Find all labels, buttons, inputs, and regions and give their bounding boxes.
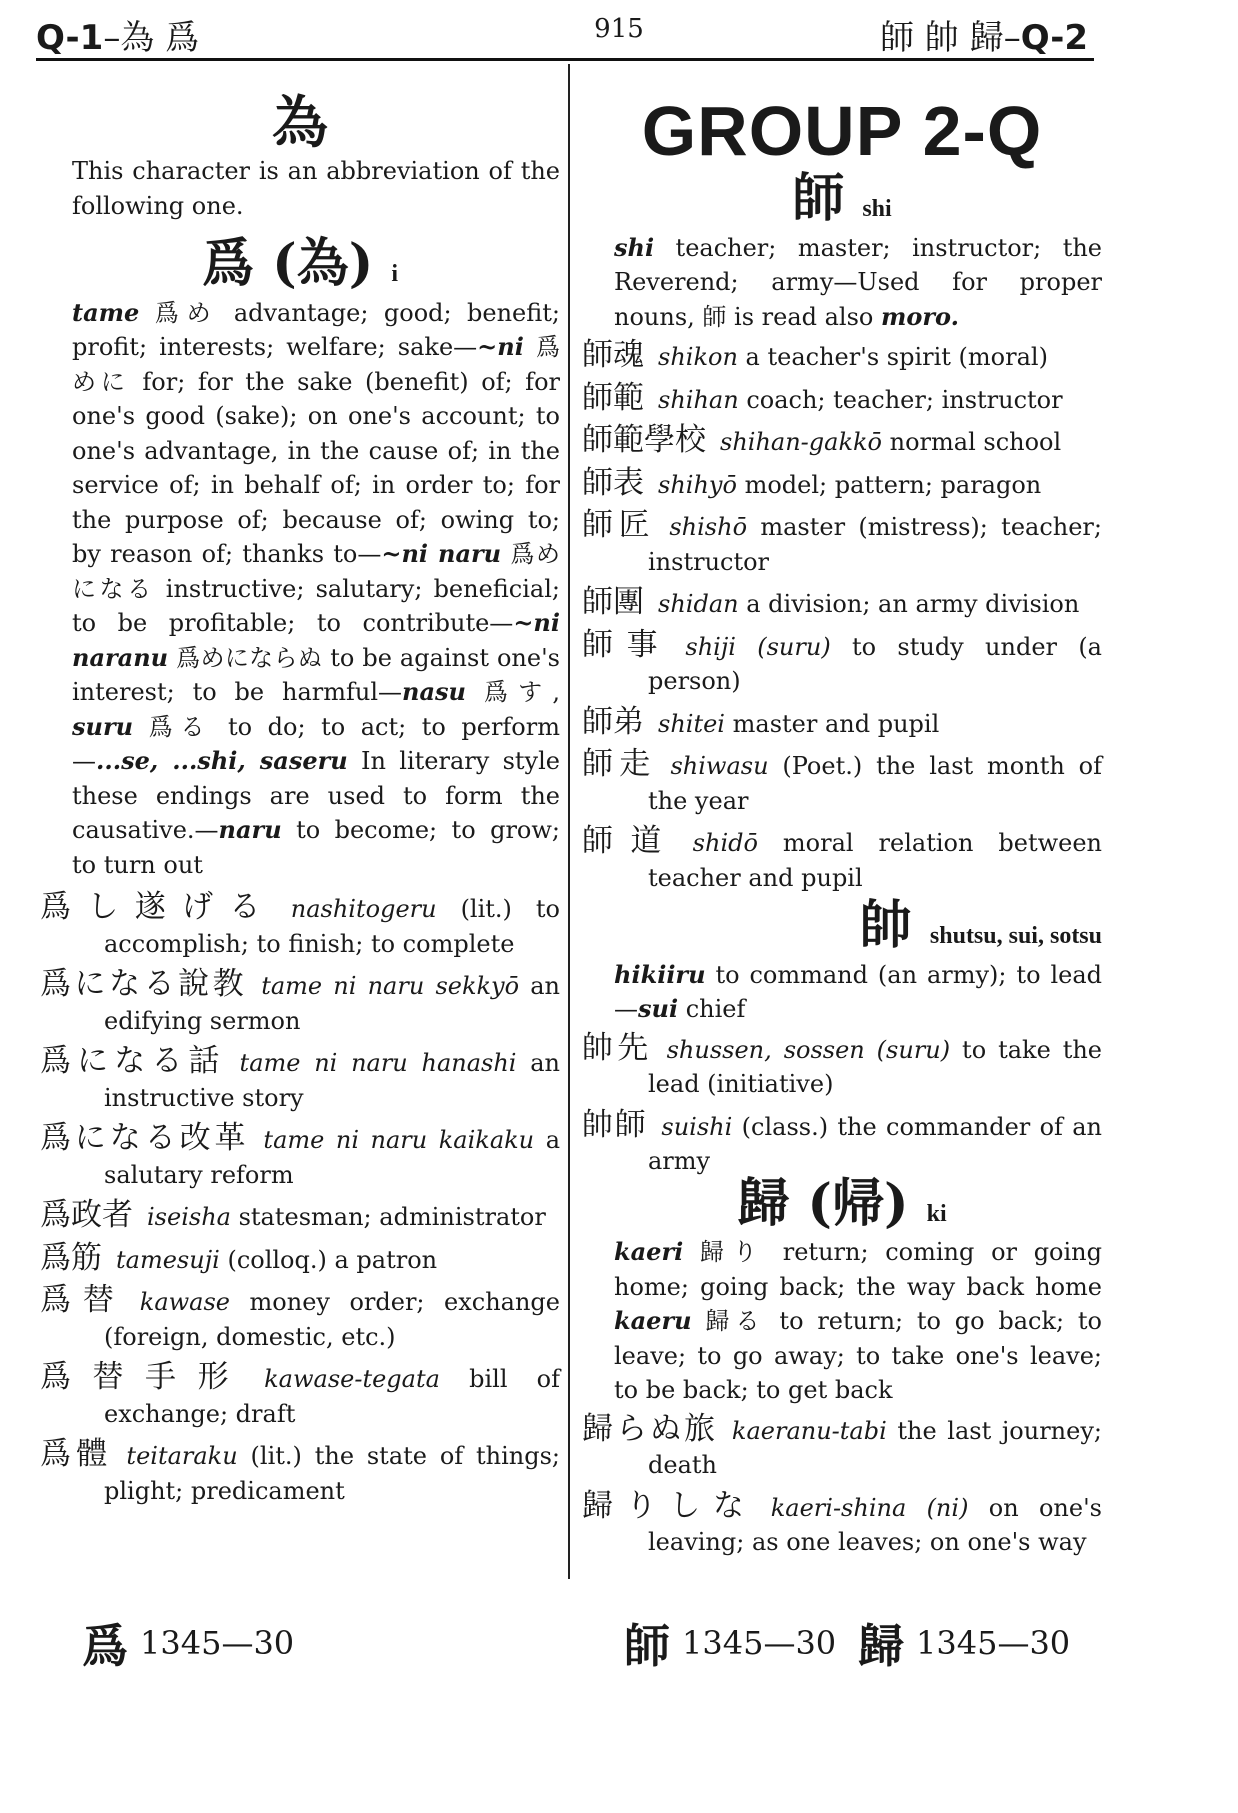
headword-romaji: shi: [614, 232, 655, 262]
entry-kanji: 歸りしな: [582, 1487, 757, 1524]
entry-reading: tame ni naru hanashi: [239, 1049, 517, 1077]
header-right-code: Q-2: [1020, 18, 1088, 58]
entry-row: [582, 747, 1102, 818]
entry-kanji: 爲し遂げる: [40, 889, 277, 925]
definition-text: 爲す,: [465, 678, 560, 706]
definition-shi: [582, 231, 1102, 335]
footer-kanji: 師: [624, 1619, 670, 1673]
entry-reading: kawase-tegata: [264, 1365, 440, 1393]
definition-text: teacher; master; instructor; the Reverend; army—Used for proper nouns, 師 is read also: [614, 233, 1102, 331]
char-heading-i-kanji: 爲 (為): [202, 233, 374, 294]
entry-kanji: 師走: [582, 746, 657, 782]
entry-kanji: 爲替手形: [40, 1359, 251, 1395]
headword-romaji: ...se, ...shi, saseru: [96, 746, 348, 775]
entry-reading: shishō: [669, 513, 748, 541]
entry-kanji: 爲になる說教: [40, 966, 248, 1002]
definition-text: 爲る to do; to act; to perform —: [72, 712, 560, 775]
entry-definition: (lit.) the state of things; plight; predicament: [104, 1442, 560, 1505]
page-number: 915: [594, 14, 644, 44]
headword-romaji: hikiiru: [614, 959, 706, 989]
entry-reading: shihyō: [658, 470, 737, 499]
footer-kanji: 爲: [82, 1619, 128, 1673]
definition-text: In literary style these endings are used to form the causative.—: [72, 747, 560, 844]
entry-kanji: 師匠: [582, 507, 656, 543]
entry-definition: the last journey; death: [648, 1416, 1102, 1479]
headword-romaji: tame: [72, 297, 140, 327]
char-heading-shi-reading: shi: [862, 196, 892, 222]
entry-definition: (lit.) to accomplish; to finish; to complete: [104, 895, 560, 958]
footer-ref-shi: [624, 1610, 836, 1676]
definition-text: to command (an army); to lead—: [614, 960, 1102, 1023]
entry-definition: normal school: [889, 428, 1062, 456]
entry-row: [582, 705, 1102, 742]
entry-reading: tamesuji: [116, 1245, 220, 1274]
entry-row: [582, 508, 1102, 579]
char-heading-shi-kanji: 師: [792, 168, 845, 229]
headword-romaji: kaeru: [614, 1306, 692, 1335]
entry-row: [582, 1489, 1102, 1560]
left-column: [40, 88, 560, 1514]
headword-romaji: naru: [218, 815, 282, 844]
column-divider: [568, 64, 570, 1579]
definition-tame: [40, 296, 560, 883]
definition-text: 歸り return; coming or going home; going back; the way back home: [614, 1238, 1102, 1301]
char-heading-sui-reading: shutsu, sui, sotsu: [929, 923, 1102, 949]
char-heading-i-abbrev: 為: [272, 90, 328, 156]
entry-kanji: 師事: [582, 626, 672, 663]
entry-reading: shidō: [692, 829, 758, 857]
entry-definition: to study under (a person): [648, 632, 1102, 695]
headword-romaji: ~ni naru: [381, 539, 502, 568]
entry-definition: model; pattern; paragon: [744, 470, 1042, 499]
entry-definition: an instructive story: [104, 1049, 560, 1112]
entry-kanji: 爲筋: [40, 1239, 102, 1276]
entry-reading: shiwasu: [670, 752, 769, 780]
entry-definition: money order; exchange (foreign, domestic, etc.): [104, 1288, 560, 1351]
char-heading-sui: [582, 895, 1102, 956]
abbrev-note: This character is an abbreviation of the following one.: [72, 157, 560, 220]
entry-reading: tame ni naru sekkyō: [261, 972, 520, 1000]
entry-reading: shihan: [658, 385, 739, 414]
entry-list-ki: [582, 1412, 1102, 1560]
header-rule: [36, 58, 1094, 61]
entry-reading: iseisha: [147, 1203, 231, 1231]
footer-kanji: 歸: [858, 1619, 904, 1673]
entry-reading: shidan: [658, 590, 739, 618]
headword-romaji: moro.: [881, 301, 959, 331]
footer-ref-i: [82, 1610, 294, 1676]
entry-definition: master (mistress); teacher; instructor: [648, 513, 1102, 576]
entry-row: [40, 1241, 560, 1278]
entry-list-i: [40, 890, 560, 1508]
entry-definition: an edifying sermon: [104, 972, 561, 1035]
entry-reading: shitei: [658, 709, 725, 738]
entry-reading: shiji (suru): [685, 632, 831, 661]
definition-text: 爲めにならぬ to be against one's interest; to be harmful—: [72, 643, 560, 706]
headword-romaji: ~ni naranu: [72, 608, 560, 672]
entry-reading: nashitogeru: [290, 895, 437, 923]
char-heading-i-reading: i: [391, 261, 398, 287]
entry-definition: (colloq.) a patron: [227, 1245, 438, 1274]
entry-row: [582, 1031, 1102, 1102]
entry-row: [582, 1108, 1102, 1179]
char-heading-i: [40, 233, 560, 294]
entry-row: [40, 967, 560, 1038]
entry-reading: shikon: [658, 343, 738, 371]
entry-row: [582, 824, 1102, 895]
entry-row: [582, 423, 1102, 460]
definition-text: chief: [678, 995, 746, 1023]
entry-definition: bill of exchange; draft: [104, 1365, 560, 1428]
entry-kanji: 師表: [582, 464, 644, 501]
headword-romaji: kaeri: [614, 1237, 684, 1266]
entry-definition: statesman; administrator: [238, 1203, 546, 1231]
entry-definition: (class.) the commander of an army: [648, 1112, 1103, 1175]
char-heading-ki: [582, 1172, 1102, 1234]
entry-kanji: 帥師: [582, 1106, 648, 1143]
header-right: 師 帥 歸–Q-2: [880, 18, 1088, 58]
entry-definition: a teacher's spirit (moral): [745, 343, 1048, 371]
group-title: GROUP 2-Q: [641, 92, 1043, 170]
definition-text: 爲め advantage; good; benefit; profit; interests; welfare; sake—: [72, 298, 560, 361]
char-heading-ki-reading: ki: [926, 1200, 947, 1227]
entry-row: [40, 1044, 560, 1115]
char-heading-sui-kanji: 帥: [859, 895, 912, 956]
entry-definition: on one's leaving; as one leaves; on one's way: [648, 1493, 1102, 1556]
footer-number: 1345—30: [916, 1624, 1071, 1662]
header-left-chars: 為 爲: [120, 18, 200, 58]
definition-text: 爲めになる instructive; salutary; beneficial; to be profitable; to contribute—: [72, 540, 560, 637]
entry-reading: suishi: [661, 1112, 733, 1141]
right-column: [582, 88, 1102, 1566]
entry-kanji: 爲政者: [40, 1197, 133, 1233]
entry-row: [40, 1437, 560, 1508]
entry-definition: coach; teacher; instructor: [746, 385, 1063, 414]
entry-kanji: 爲體: [40, 1436, 113, 1472]
headword-romaji: sui: [638, 994, 679, 1023]
entry-kanji: 歸らぬ旅: [582, 1410, 718, 1447]
entry-kanji: 師弟: [582, 703, 644, 740]
definition-sui: [582, 958, 1102, 1027]
entry-row: [582, 1412, 1102, 1483]
entry-row: [40, 1121, 560, 1192]
entry-definition: moral relation between teacher and pupil: [648, 829, 1102, 892]
entry-row: [40, 1360, 560, 1431]
entry-reading: shussen, sossen (suru): [666, 1035, 951, 1064]
entry-row: [40, 1198, 560, 1235]
headword-romaji: nasu: [402, 677, 466, 706]
entry-definition: to take the lead (initiative): [648, 1035, 1103, 1098]
entry-kanji: 爲替: [40, 1282, 126, 1318]
char-heading-ki-kanji: 歸 (帰): [737, 1172, 909, 1234]
footer-ref-ki: [858, 1610, 1070, 1676]
entry-row: [582, 628, 1102, 699]
entry-reading: teitaraku: [126, 1442, 238, 1470]
entry-definition: (Poet.) the last month of the year: [648, 752, 1102, 815]
headword-romaji: suru: [72, 711, 134, 741]
entry-reading: kaeranu-tabi: [731, 1416, 887, 1445]
entry-row: [582, 381, 1102, 418]
entry-row: [40, 1283, 560, 1354]
definition-text: 爲めに for; for the sake (benefit) of; for one's good (sake); on one's account; to one's advantage, in the cause of; in the service of; in behalf of; in order to; for the purpose of; because of; owing to; by reason of; thanks to—: [72, 333, 560, 568]
entry-reading: kaeri-shina (ni): [770, 1493, 969, 1522]
header-left: Q-1–為 爲: [36, 18, 200, 58]
entry-kanji: 帥先: [582, 1029, 653, 1066]
entry-reading: tame ni naru kaikaku: [263, 1126, 535, 1154]
footer-number: 1345—30: [682, 1624, 837, 1662]
headword-romaji: ~ni: [477, 332, 524, 361]
entry-row: [40, 890, 560, 961]
definition-text: to become; to grow; to turn out: [72, 816, 560, 879]
entry-reading: kawase: [139, 1288, 231, 1316]
entry-definition: a salutary reform: [104, 1126, 560, 1189]
entry-row: [582, 466, 1102, 503]
footer-number: 1345—30: [140, 1624, 295, 1662]
entry-kanji: 爲になる改革: [40, 1120, 250, 1156]
entry-definition: master and pupil: [732, 709, 940, 738]
entry-kanji: 師範學校: [582, 422, 706, 458]
entry-row: [582, 585, 1102, 622]
entry-row: [582, 338, 1102, 375]
entry-kanji: 師團: [582, 584, 644, 620]
entry-definition: a division; an army division: [746, 590, 1080, 618]
entry-kanji: 師道: [582, 823, 679, 859]
entry-kanji: 師範: [582, 379, 644, 416]
entry-list-sui: [582, 1031, 1102, 1179]
definition-ki: [582, 1235, 1102, 1408]
char-heading-shi: [582, 168, 1102, 229]
entry-list-shi: [582, 338, 1102, 895]
definition-text: 歸る to return; to go back; to leave; to go away; to take one's leave; to be back; to get back: [614, 1307, 1102, 1404]
header-right-chars: 師 帥 歸: [880, 18, 1004, 58]
entry-kanji: 爲になる話: [40, 1043, 226, 1079]
entry-reading: shihan-gakkō: [720, 428, 882, 456]
entry-kanji: 師魂: [582, 337, 644, 373]
header-left-code: Q-1: [36, 18, 104, 58]
